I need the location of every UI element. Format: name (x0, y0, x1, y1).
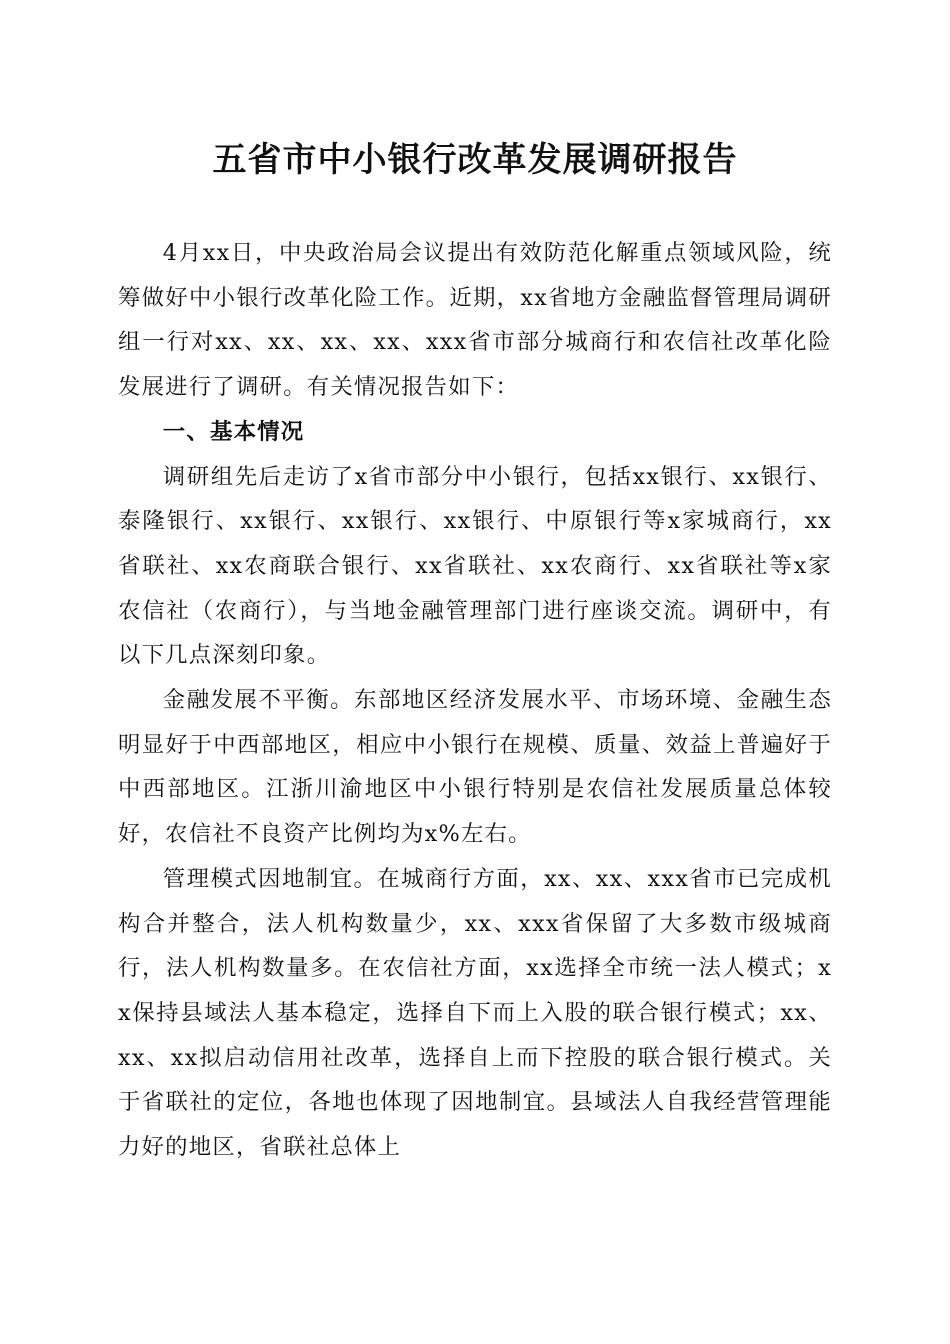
section-paragraph: 调研组先后走访了x省市部分中小银行，包括xx银行、xx银行、泰隆银行、xx银行、xx银行、xx银行、中原银行等x家城商行，xx省联社、xx农商联合银行、xx省联社、xx农商行、xx省联社等x家农信社（农商行），与当地金融管理部门进行座谈交流。调研中，有以下几点深刻印象。 (118, 463, 832, 669)
intro-paragraph: 4月xx日，中央政治局会议提出有效防范化解重点领域风险，统筹做好中小银行改革化险工作。近期，xx省地方金融监督管理局调研组一行对xx、xx、xx、xx、xxx省市部分城商行和农信社改革化险发展进行了调研。有关情况报告如下： (118, 240, 832, 401)
section-heading: 一、基本情况 (162, 418, 305, 445)
section-paragraph: 金融发展不平衡。东部地区经济发展水平、市场环境、金融生态明显好于中西部地区，相应中小银行在规模、质量、效益上普遍好于中西部地区。江浙川渝地区中小银行特别是农信社发展质量总体较好，农信社不良资产比例均为x%左右。 (118, 687, 832, 848)
section-paragraph: 管理模式因地制宜。在城商行方面，xx、xx、xxx省市已完成机构合并整合，法人机构数量少，xx、xxx省保留了大多数市级城商行，法人机构数量多。在农信社方面，xx选择全市统一法人模式；xx保持县域法人基本稳定，选择自下而上入股的联合银行模式；xx、xx、xx拟启动信用社改革，选择自上而下控股的联合银行模式。关于省联社的定位，各地也体现了因地制宜。县域法人自我经营管理能力好的地区，省联社总体上 (118, 865, 832, 1161)
document-body (118, 231, 832, 1170)
document-title: 五省市中小银行改革发展调研报告 (212, 140, 738, 180)
